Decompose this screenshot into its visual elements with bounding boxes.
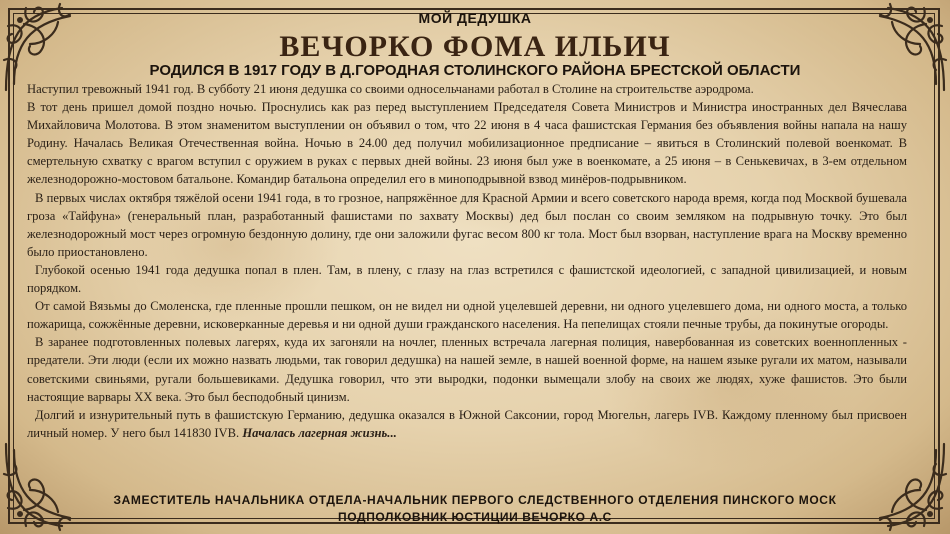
paragraph-last [27,406,907,442]
paragraph: Глубокой осенью 1941 года дедушка попал в плен. Там, в плену, с глазу на глаз встретился с фашистской идеологией, с западной цивилизацией, и новым порядком. [27,262,907,296]
paragraph: В первых числах октября тяжёлой осени 1941 года, в то грозное, напряжённое для Красной Армии и всего советского народа время, когда под Москвой бушевала гроза «Тайфуна» (генеральный план, разработанный фашистами по захвату Москвы) дед был послан со своим земляком на подрывную точку. Это был железнодорожный мост через огромную бездонную долину, где они заложили фугас весом 800 кг тола. Мост был взорван, наступление врага на Москву временно было приостановлено. [27,190,907,259]
paragraph: В заранее подготовленных полевых лагерях, куда их загоняли на ночлег, пленных встречала лагерная полиция, навербованная из советских военнопленных - предатели. Эти люди (если их можно назвать людьми, так говорил дедушка) на нашей земле, в нашей военной форме, на нашем языке ругали их матом, называли советскими свиньями, ругали большевиками. Дедушка говорил, что эти выродки, подонки вымещали злобу на своих же людях, хуже фашистов. Это были настоящие варвары XX века. Это был бесподобный цинизм. [27,335,907,404]
paragraph: В тот день пришел домой поздно ночью. Проснулись как раз перед выступлением Председателя Совета Министров и Министра иностранных дел Вячеслава Михайловича Молотова. В этом знаменитом выступлении он объявил о том, что 22 июня в 4 часа фашистская Германия без объявления войны напала на нашу Родину. Началась Великая Отечественная война. Ночью в 24.00 дед получил мобилизационное предписание – явиться в Столинский полевой военкомат. В смертельную схватку с врагом вступил с оружием в руках с первых дней войны. 23 июня был уже в военкомате, а 25 июня – в Сенькевичах, в 3-ем отдельном железнодорожно-мостовом батальоне. Командир батальона определил его в миноподрывной взвод минёров-подрывником. [27,100,907,187]
emphasis-text: Началась лагерная жизнь... [242,425,397,440]
biography-text [27,80,907,442]
paragraph: От самой Вязьмы до Смоленска, где пленные прошли пешком, он не видел ни одной уцелевшей деревни, ни одного уцелевшего дома, ни одного моста, а только пожарища, сожжённые деревни, исковерканные деревья и ни одной души гражданского населения. На пепелищах стояли печные трубы, да покинутые огороды. [27,299,907,332]
subtitle: МОЙ ДЕДУШКА [418,10,532,26]
author-position: ЗАМЕСТИТЕЛЬ НАЧАЛЬНИКА ОТДЕЛА-НАЧАЛЬНИК ПЕРВОГО СЛЕДСТВЕННОГО ОТДЕЛЕНИЯ ПИНСКОГО МОСК [113,493,837,507]
author-name: ПОДПОЛКОВНИК ЮСТИЦИИ ВЕЧОРКО А.С [338,510,612,524]
paragraph-text: Долгий и изнурительный путь в фашистскую Германию, дедушка оказался в Южной Саксонии, город Мюгельн, лагерь IVB. Каждому пленному был присвоен личный номер. У него был 141830 IVB. [27,407,907,440]
page-title: ВЕЧОРКО ФОМА ИЛЬИЧ [279,30,671,63]
birth-info: РОДИЛСЯ В 1917 ГОДУ В Д.ГОРОДНАЯ СТОЛИНСКОГО РАЙОНА БРЕСТСКОЙ ОБЛАСТИ [149,62,801,79]
paragraph: Наступил тревожный 1941 год. В субботу 21 июня дедушка со своими односельчанами работал в Столине на строительстве аэродрома. [27,82,754,96]
